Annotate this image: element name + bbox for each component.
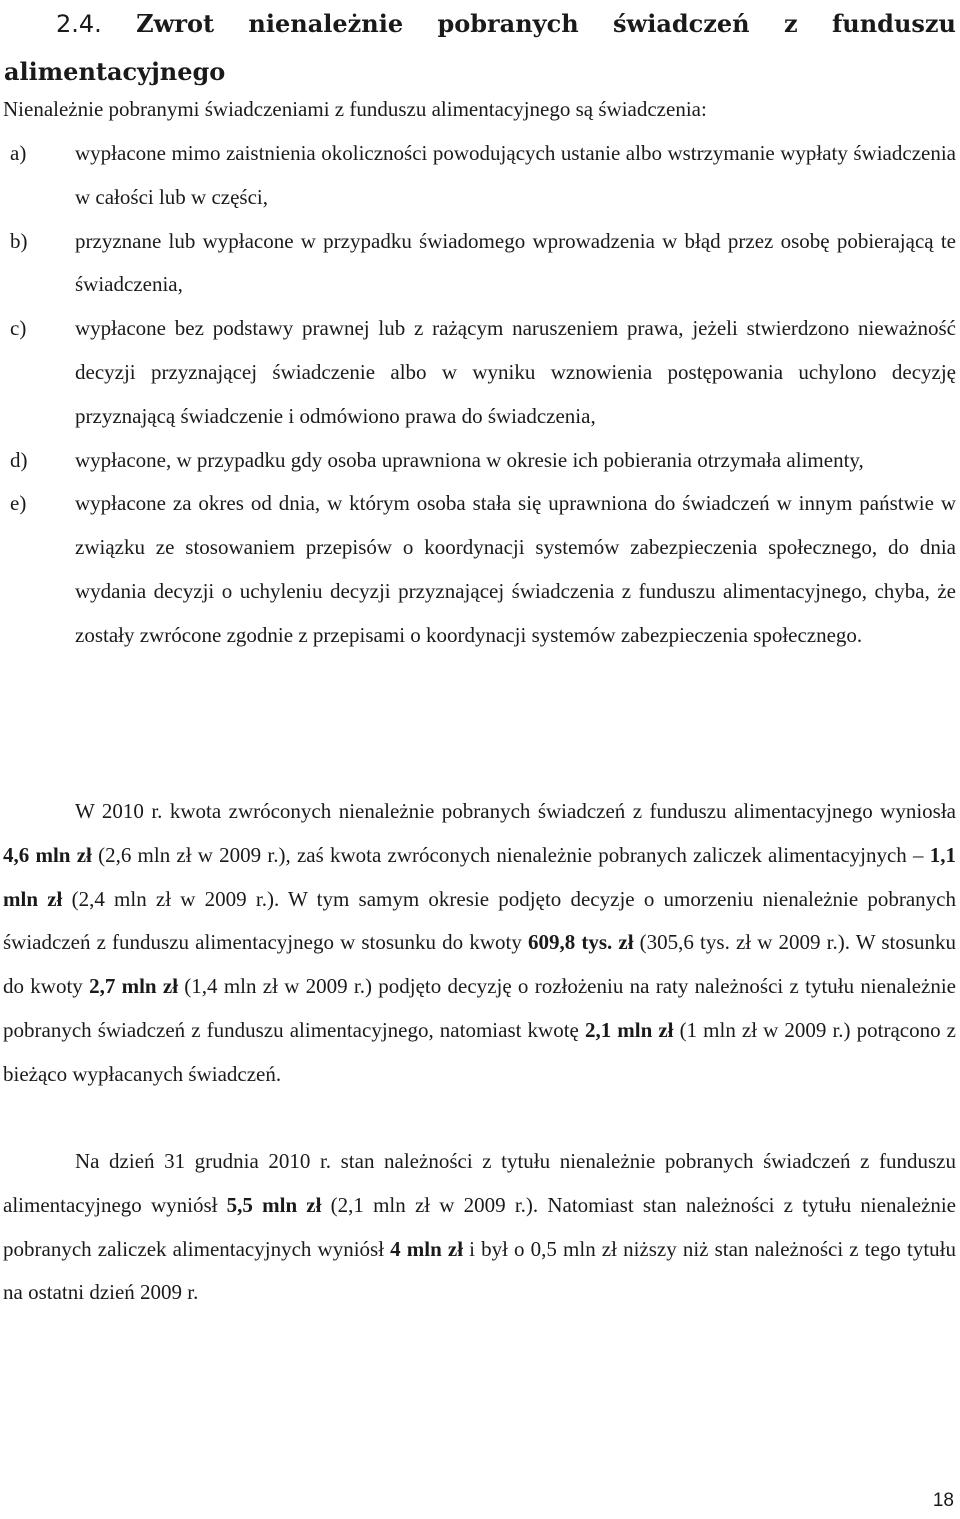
text-run: (2,4 mln zł w 2009 r.). W tym samym okresie podjęto decyzje o umorzeniu nienależnie pobranych świadczeń z funduszu alimentacyjnego w stosunku do kwoty <box>3 886 956 955</box>
text-run: (2,1 mln zł w 2009 r.). Natomiast stan należności z tytułu nienależnie pobranych zaliczek alimentacyjnych wyniósł <box>3 1192 956 1261</box>
text-run: Na dzień 31 grudnia 2010 r. stan należności z tytułu nienależnie pobranych świadczeń z funduszu alimentacyjnego wyniósł <box>3 1149 956 1217</box>
list-item-text: wypłacone bez podstawy prawnej lub z rażącym naruszeniem prawa, jeżeli stwierdzono nieważność decyzji przyznającej świadczenie albo w wyniku wznowienia postępowania uchylono decyzję przyznającą świadczenie i odmówiono prawa do świadczenia, <box>75 316 956 428</box>
section-heading <box>4 0 956 96</box>
paragraph-receivables <box>3 1140 956 1315</box>
list-item <box>0 132 960 220</box>
amount-emphasis: 5,5 mln zł <box>226 1192 322 1217</box>
text-run: W 2010 r. kwota zwróconych nienależnie pobranych świadczeń z funduszu alimentacyjnego wyniosła <box>75 799 956 823</box>
list-item-text: wypłacone mimo zaistnienia okoliczności powodujących ustanie albo wstrzymanie wypłaty świadczenia w całości lub w części, <box>75 141 956 209</box>
text-run: (1,4 mln zł w 2009 r.) podjęto decyzję o rozłożeniu na raty należności z tytułu nienależnie pobranych świadczeń z funduszu alimentacyjnego, natomiast kwotę <box>3 974 956 1042</box>
amount-emphasis: 2,1 mln zł <box>584 1017 674 1042</box>
section-number: 2.4. <box>56 10 102 38</box>
paragraph-2010-amounts <box>3 790 956 1097</box>
list-marker: a) <box>10 141 27 165</box>
list-item <box>0 482 960 657</box>
benefits-list <box>0 132 960 658</box>
list-item-text: wypłacone, w przypadku gdy osoba uprawniona w okresie ich pobierania otrzymała alimenty, <box>75 447 864 472</box>
list-marker: b) <box>10 228 28 253</box>
text-run: i był o 0,5 mln zł niższy niż stan należności z tego tytułu na ostatni dzień 2009 r. <box>3 1236 956 1305</box>
list-marker: d) <box>10 447 28 472</box>
amount-emphasis: 4,6 mln zł <box>3 842 92 867</box>
section-title: Zwrot nienależnie pobranych świadczeń z funduszu alimentacyjnego <box>4 9 957 86</box>
amount-emphasis: 609,8 tys. zł <box>527 930 634 955</box>
list-item-text: wypłacone za okres od dnia, w którym osoba stała się uprawniona do świadczeń w innym państwie w związku ze stosowaniem przepisów o koordynacji systemów zabezpieczenia społecznego, do dnia wydania decyzji o uchyleniu decyzji przyznającej świadczenia z funduszu alimentacyjnego, chyba, że zostały zwrócone zgodnie z przepisami o koordynacji systemów zabezpieczenia społecznego. <box>75 491 956 647</box>
amount-emphasis: 2,7 mln zł <box>89 974 179 999</box>
text-run: (305,6 tys. zł w 2009 r.). W stosunku do kwoty <box>3 930 956 999</box>
amount-emphasis: 1,1 mln zł <box>3 842 956 911</box>
list-marker: c) <box>10 316 27 341</box>
amount-emphasis: 4 mln zł <box>390 1236 464 1261</box>
text-run: (2,6 mln zł w 2009 r.), zaś kwota zwróconych nienależnie pobranych zaliczek alimentacyjnych – <box>91 842 930 867</box>
text-run: (1 mln zł w 2009 r.) potrącono z bieżąco wypłacanych świadczeń. <box>3 1017 956 1086</box>
list-item <box>0 220 960 308</box>
intro-paragraph: Nienależnie pobranymi świadczeniami z funduszu alimentacyjnego są świadczenia: <box>3 97 707 121</box>
list-marker: e) <box>10 491 27 516</box>
list-item <box>0 307 960 438</box>
list-item <box>0 439 960 483</box>
list-item-text: przyznane lub wypłacone w przypadku świadomego wprowadzenia w błąd przez osobę pobierającą te świadczenia, <box>75 228 956 297</box>
page-number: 18 <box>932 1490 954 1511</box>
